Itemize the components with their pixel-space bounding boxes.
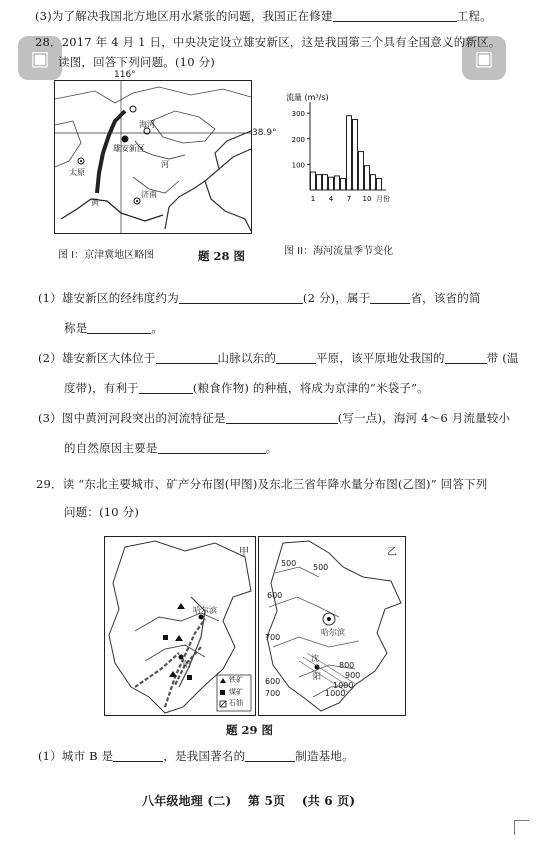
- isohyet-label: 500: [281, 559, 297, 568]
- isohyet-label: 800: [339, 661, 355, 670]
- isohyet-label: 600: [267, 591, 283, 600]
- isohyet-label: 1000: [325, 689, 346, 698]
- answer-blank[interactable]: [179, 292, 303, 304]
- question-28-1-cont: 称是 。: [64, 321, 164, 335]
- window-icon[interactable]: ▣: [18, 36, 62, 80]
- yang-label-b: 阳: [313, 672, 321, 681]
- flow-bar: [329, 177, 334, 190]
- flow-bar: [365, 166, 370, 190]
- haihe-label: 海河: [139, 120, 155, 129]
- flow-bar: [371, 175, 376, 190]
- answer-blank[interactable]: [276, 352, 316, 364]
- river-label: 河: [161, 160, 169, 169]
- x-tick-label: 10: [362, 195, 372, 203]
- longitude-label: 116°: [114, 70, 136, 80]
- question-27-3: (3)为了解决我国北方地区用水紧张的问题，我国正在修建 工程。: [35, 9, 492, 23]
- chart-caption: 图 II：海河流量季节变化: [284, 246, 394, 257]
- page-footer: 八年级地理 (二) 第 5页 (共 6 页): [142, 794, 356, 808]
- map-a-tag: 甲: [239, 547, 249, 558]
- northeast-map-a: [104, 536, 256, 716]
- answer-blank[interactable]: [139, 382, 193, 394]
- answer-blank[interactable]: [245, 750, 295, 762]
- question-28-instruction: 读图，回答下列问题。(10 分): [58, 55, 215, 69]
- flow-bar: [341, 178, 346, 190]
- flow-bar: [347, 116, 352, 190]
- harbin-label-a: 哈尔滨: [193, 606, 217, 615]
- northeast-map-b: [258, 536, 406, 716]
- answer-blank[interactable]: [226, 412, 338, 424]
- flow-bar: [359, 152, 364, 190]
- y-tick-label: 300: [291, 110, 305, 119]
- jinan-label: 济南: [141, 190, 157, 199]
- legend-iron: 铁矿: [229, 676, 243, 684]
- question-28-intro: 28．2017 年 4 月 1 日，中央决定设立雄安新区，这是我国第三个具有全国意义的新区。: [35, 35, 501, 49]
- figure-29-title: 题 29 图: [226, 723, 274, 737]
- x-tick-label: 1: [310, 195, 316, 203]
- flow-bar: [311, 172, 316, 190]
- window-icon[interactable]: ▣: [462, 36, 506, 80]
- answer-blank[interactable]: [113, 750, 163, 762]
- question-29-intro: 29．读 “东北主要城市、矿产分布图(甲图)及东北三省年降水量分布图(乙图)” 回答下列: [36, 477, 488, 491]
- legend-coal: 煤矿: [229, 688, 243, 696]
- question-28-1: (1）雄安新区的经纬度约为 (2 分)，属于 省，该省的简: [38, 291, 481, 305]
- huanghe-label: 黄: [91, 198, 99, 207]
- isohyet-label: 600: [265, 677, 281, 686]
- y-axis-label: 流量 (m³/s): [286, 93, 329, 102]
- shenyang-label-b: 沈: [311, 654, 319, 663]
- flow-bar: [335, 176, 340, 190]
- flow-bar: [317, 175, 322, 190]
- isohyet-label: 500: [313, 563, 329, 572]
- answer-blank[interactable]: [87, 322, 151, 334]
- question-29-1: (1）城市 B 是 ，是我国著名的 制造基地。: [38, 749, 354, 763]
- harbin-label-b: 哈尔滨: [321, 628, 345, 637]
- answer-blank[interactable]: [370, 292, 410, 304]
- taiyuan-label: 太原: [69, 168, 85, 177]
- answer-blank[interactable]: [445, 352, 487, 364]
- flow-bar: [377, 178, 382, 190]
- legend-oil: 石油: [229, 699, 243, 707]
- shenyang-label-a: 阳: [183, 660, 191, 669]
- answer-blank[interactable]: [158, 442, 266, 454]
- isohyet-label: 1000: [333, 681, 354, 690]
- x-tick-label: 7: [346, 195, 352, 203]
- map-b-tag: 乙: [387, 547, 397, 558]
- jingjinji-map: [54, 80, 252, 234]
- page-corner-mark: [514, 820, 529, 835]
- answer-blank[interactable]: [333, 10, 457, 22]
- y-tick-label: 200: [291, 135, 305, 144]
- question-28-3-cont: 的自然原因主要是 。: [64, 441, 278, 455]
- question-29-instruction: 问题：(10 分): [64, 505, 140, 519]
- isohyet-label: 900: [345, 671, 361, 680]
- haihe-flow-chart: [284, 90, 394, 212]
- question-28-2-cont: 度带)，有利于 (粮食作物) 的种植，将成为京津的“米袋子”。: [64, 381, 429, 395]
- latitude-label: 38.9°: [252, 128, 277, 138]
- flow-bar: [353, 120, 358, 190]
- y-tick-label: 100: [291, 161, 305, 170]
- answer-blank[interactable]: [156, 352, 218, 364]
- flow-bar: [323, 175, 328, 190]
- x-axis-label: 月份: [376, 195, 390, 203]
- xiongan-label: 雄安新区: [113, 144, 145, 153]
- figure-28-title: 题 28 图: [198, 249, 246, 263]
- isohyet-label: 700: [265, 689, 281, 698]
- isohyet-label: 700: [265, 633, 281, 642]
- map-caption: 图 I：京津冀地区略图: [58, 250, 155, 261]
- x-tick-label: 4: [328, 195, 334, 203]
- question-28-3: (3）图中黄河河段突出的河流特征是 (写一点)，海河 4～6 月流量较小: [38, 411, 511, 425]
- question-28-2: (2）雄安新区大体位于 山脉以东的 平原，该平原地处我国的 带 (温: [38, 351, 519, 365]
